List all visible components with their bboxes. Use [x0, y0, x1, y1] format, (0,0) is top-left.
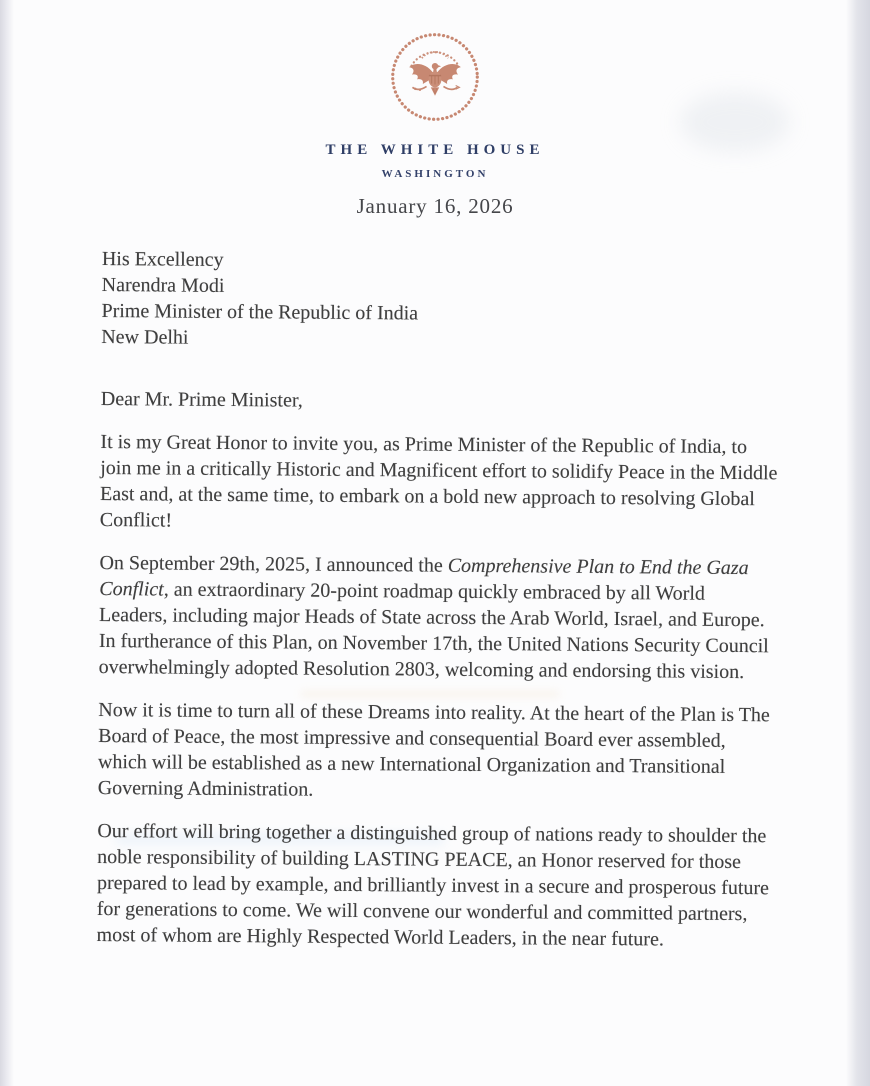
paragraph-2-plan-title: Comprehensive Plan to End the Gaza Conflict [99, 554, 749, 601]
paragraph-2-text: On September 29th, 2025, I announced the [99, 551, 448, 577]
recipient-address [101, 246, 780, 355]
recipient-line-title: Prime Minister of the Republic of India [101, 299, 419, 325]
paragraph-2-text: , an extraordinary 20-point roadmap quickly embraced by all World Leaders, including major Heads of State across the Arab World, Israel, and Europe. In furtherance of this Plan, on November 17th, the United Nations Security Council overwhelmingly adopted Resolution 2803, welcoming and endorsing this vision. [98, 578, 769, 684]
letterhead-title: THE WHITE HOUSE [325, 142, 545, 158]
letter-body [96, 246, 780, 970]
recipient-line-city: New Delhi [101, 325, 189, 349]
body-paragraph-1: It is my Great Honor to invite you, as Prime Minister of the Republic of India, to join me in a critically Historic and Magnificent effort to solidify Peace in the Middle East and, at the same time, to embark on a bold new approach to resolving Global Conflict! [99, 430, 778, 532]
letter-date: January 16, 2026 [356, 194, 514, 218]
presidential-seal-icon [388, 30, 482, 124]
letterhead-subtitle: WASHINGTON [381, 168, 489, 180]
recipient-line-name: Narendra Modi [101, 273, 225, 297]
salutation: Dear Mr. Prime Minister, [100, 387, 303, 412]
body-paragraph-4: Our effort will bring together a distinguished group of nations ready to shoulder the noble responsibility of building LASTING PEACE, an Honor reserved for those prepared to lead by example, and brilliantly invest in a secure and prosperous future for generations to come. We will convene our wonderful and committed partners, most of whom are Highly Respected World Leaders, in the near future. [96, 819, 770, 951]
body-paragraph-3: Now it is time to turn all of these Dreams into reality. At the heart of the Plan is The Board of Peace, the most impressive and consequential Board ever assembled, which will be established as a new International Organization and Transitional Governing Administration. [97, 698, 770, 801]
body-paragraph-2 [99, 550, 778, 685]
letterhead [0, 0, 870, 217]
recipient-line-honorific: His Excellency [101, 247, 224, 271]
